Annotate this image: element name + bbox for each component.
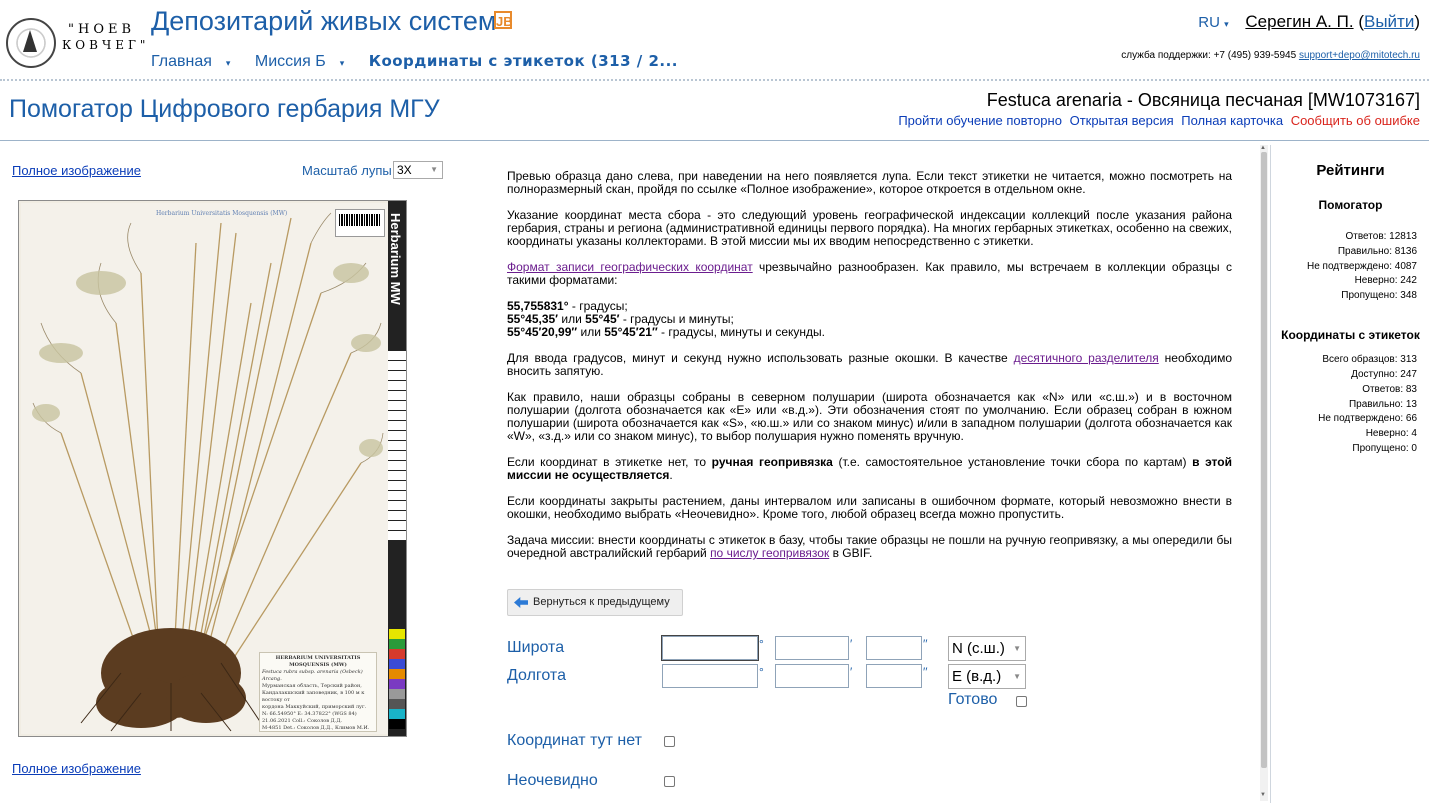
band-label: Herbarium MW <box>388 213 403 305</box>
header-divider <box>0 79 1429 81</box>
report-error-link[interactable]: Сообщить об ошибке <box>1290 113 1420 128</box>
rating-stat: Доступно: 247 <box>1351 369 1417 380</box>
latitude-hemisphere-select[interactable] <box>948 636 1026 661</box>
done-checkbox[interactable] <box>1016 696 1027 707</box>
rating-stat: Неверно: 242 <box>1354 275 1417 286</box>
open-version-link[interactable]: Открытая версия <box>1069 113 1174 128</box>
nav-home[interactable] <box>151 53 240 70</box>
degree-mark: ° <box>759 637 764 651</box>
ratings-section-helper: Помогатор <box>1318 198 1383 212</box>
user-name-link[interactable]: Серегин А. П. <box>1245 12 1354 31</box>
p6-text-b: (т.е. самостоятельное установление точки сбора по картам) <box>832 455 1193 469</box>
rating-stat: Неверно: 4 <box>1365 428 1417 439</box>
longitude-hemisphere-select[interactable] <box>948 664 1026 689</box>
scroll-up-icon[interactable]: ▲ <box>1260 145 1266 151</box>
language-label: RU <box>1198 14 1220 31</box>
format3-example: 55°45′20,99″ <box>507 325 578 339</box>
degree-mark: ° <box>759 665 764 679</box>
full-image-link-bottom[interactable]: Полное изображение <box>12 761 141 776</box>
caret-down-icon: ▾ <box>339 58 345 68</box>
label-line: Мурманская область, Терский район, <box>262 683 362 689</box>
format3-desc: - градусы, минуты и секунды. <box>657 325 825 339</box>
latitude-degrees-input[interactable] <box>662 636 758 660</box>
ratings-title: Рейтинги <box>1316 162 1385 179</box>
rating-stat: Ответов: 83 <box>1362 384 1417 395</box>
format2-desc: - градусы и минуты; <box>619 312 734 326</box>
full-card-link[interactable]: Полная карточка <box>1181 113 1284 128</box>
user-area <box>1198 12 1420 32</box>
done-label: Готово <box>948 691 998 708</box>
support-phone: служба поддержки: +7 (495) 939-5945 <box>1121 50 1297 61</box>
subheader-divider <box>0 140 1429 141</box>
longitude-label: Долгота <box>507 667 566 684</box>
label-line: кордона Маккуйский, приморский луг. <box>262 704 367 710</box>
chevron-down-icon: ▼ <box>1013 644 1021 653</box>
sheet-side-band <box>375 201 406 771</box>
sheet-header-text: Herbarium Universitatis Mosquensis (MW) <box>156 210 288 217</box>
decimal-separator-link[interactable]: десятичного разделителя <box>1013 351 1159 365</box>
breadcrumb-nav <box>151 52 688 71</box>
rating-stat: Ответов: 12813 <box>1345 231 1417 242</box>
color-calibration-chart <box>389 629 405 729</box>
coord-format-link[interactable]: Формат записи географических координат <box>507 260 753 274</box>
instruction-p7: Если координаты закрыты растением, даны интервалом или записаны в ошибочном формате, который невозможно внести в окошки, необходимо выбрать «Неочевидно». Кроме того, любой образец всегда можно пропустить. <box>507 494 1232 521</box>
second-mark: ′′ <box>923 665 928 679</box>
specimen-title: Festuca arenaria - Овсяница песчаная [MW1073167] <box>986 90 1420 110</box>
zoom-select[interactable] <box>393 161 443 179</box>
p3-text: чрезвычайно разнообразен. Как правило, мы встречаем в коллекции образцы с такими форматами: <box>507 260 1232 287</box>
rating-stat: Всего образцов: 313 <box>1322 354 1417 365</box>
instruction-p8 <box>507 534 1232 560</box>
rating-stat: Правильно: 8136 <box>1337 246 1417 257</box>
msu-seal-icon <box>6 18 56 68</box>
ratings-panel <box>1270 145 1430 803</box>
rating-stat: Пропущено: 0 <box>1352 443 1417 454</box>
longitude-degrees-input[interactable] <box>662 664 758 688</box>
paren-open: ( <box>1358 12 1364 31</box>
logo-line2: КОВЧЕГ" <box>62 38 150 52</box>
p4-text-a: Для ввода градусов, минут и секунд нужно использовать разные окошки. В качестве <box>507 351 1014 365</box>
rating-stat: Правильно: 13 <box>1348 399 1417 410</box>
paren-close: ) <box>1414 12 1420 31</box>
label-line: Festuca rubra subsp. arenaria (Osbeck) Arcang. <box>262 669 363 682</box>
language-selector[interactable] <box>1198 14 1228 31</box>
ratings-section-coords: Координаты с этикеток <box>1281 328 1420 342</box>
scroll-down-icon[interactable]: ▼ <box>1260 792 1266 798</box>
format3-or: или <box>577 325 605 339</box>
rating-stat: Не подтверждено: 66 <box>1318 413 1417 424</box>
p4-text-b: необходимо вносить запятую. <box>507 351 1233 378</box>
instruction-p3 <box>507 261 1232 287</box>
label-line: N: 66.54950° E: 34.37822° (WGS 84) <box>262 711 357 717</box>
retrain-link[interactable]: Пройти обучение повторно <box>898 113 1062 128</box>
second-mark: ′′ <box>923 637 928 651</box>
p8-text-b: в GBIF. <box>829 546 873 560</box>
format1-example: 55,755831° <box>507 299 569 313</box>
latitude-hemisphere-value: N (с.ш.) <box>952 640 1005 657</box>
support-email-link[interactable]: support+depo@mitotech.ru <box>1298 50 1420 61</box>
logo-line1: "НОЕВ <box>68 22 136 37</box>
back-button[interactable] <box>507 589 683 616</box>
no-coords-checkbox[interactable] <box>664 736 675 747</box>
latitude-label: Широта <box>507 639 565 656</box>
instruction-p5: Как правило, наши образцы собраны в северном полушарии (широта обозначается как «N» или «с.ш.») и в восточном полушарии (долгота обозначается как «E» или «в.д.»). Эти обозначения стоят по умолчанию. Если образец собран в южном полушарии (широта обозначается как «S», «ю.ш.» или со знаком минус) и/или в западном полушарии (долгота обозначается как «W», «з.д.» или со знаком минус), то выбор полушария нужно поменять вручную. <box>507 390 1232 443</box>
back-button-label: Вернуться к предыдущему <box>533 596 670 608</box>
instruction-p6 <box>507 456 1232 482</box>
logout-link[interactable]: Выйти <box>1363 12 1415 31</box>
app-title: Помогатор Цифрового гербария МГУ <box>9 95 440 123</box>
latitude-minutes-input[interactable] <box>775 636 849 660</box>
jb-icon[interactable]: JB <box>494 11 512 29</box>
caret-down-icon: ▾ <box>225 58 231 68</box>
format2-example2: 55°45′ <box>585 312 620 326</box>
nav-mission-label: Миссия Б <box>254 53 326 70</box>
noah-ark-logo[interactable] <box>6 14 150 68</box>
latitude-seconds-input[interactable] <box>866 636 922 660</box>
longitude-minutes-input[interactable] <box>775 664 849 688</box>
specimen-label-card <box>259 652 377 732</box>
nav-current-mission[interactable]: Координаты с этикеток (313 / 2... <box>368 52 678 70</box>
format2-example: 55°45,35′ <box>507 312 559 326</box>
format3-example2: 55°45′21″ <box>604 325 658 339</box>
nav-mission[interactable] <box>255 53 354 70</box>
format2-or: или <box>558 312 586 326</box>
site-title[interactable]: Депозитарий живых систем <box>151 6 497 36</box>
nav-home-label: Главная <box>151 53 212 70</box>
p6-text-a: Если координат в этикетке нет, то <box>507 455 712 469</box>
minute-mark: ′ <box>850 637 853 651</box>
scale-ruler <box>388 351 406 541</box>
band-mm: 150 mm <box>375 749 403 771</box>
scrollbar-thumb[interactable] <box>1261 152 1267 768</box>
rating-stat: Пропущено: 348 <box>1341 290 1417 301</box>
label-line: HERBARIUM UNIVERSITATIS MOSQUENSIS (MW) <box>275 655 361 668</box>
zoom-label: Масштаб лупы <box>302 163 392 178</box>
unclear-label: Неочевидно <box>507 772 598 789</box>
header <box>0 0 1429 80</box>
mission-instructions <box>507 170 1232 573</box>
p8-text-a: Задача миссии: внести координаты с этикеток в базу, чтобы такие образцы не пошли на ручную геопривязку, а мы опередили бы очередной австралийский гербарий <box>507 533 1232 560</box>
label-line: Кандалакшский заповедник, в 100 м к востоку от <box>262 690 365 703</box>
coord-formats <box>507 300 1232 339</box>
instruction-p2: Указание координат места сбора - это следующий уровень географической индексации коллекций после указания района гербария, страны и региона (административной единицы первого порядка). На многих гербарных этикетках, особенно на свежих, координаты указаны коллекторами. В этой миссии мы их вводим непосредственно с этикетки. <box>507 208 1232 248</box>
geo-count-link[interactable]: по числу геопривязок <box>710 546 830 560</box>
format1-desc: - градусы; <box>568 299 628 313</box>
sheet-paper <box>21 203 389 734</box>
longitude-hemisphere-value: E (в.д.) <box>952 668 1002 685</box>
p6-bold2: в этой миссии не осуществляется <box>507 455 1232 482</box>
minute-mark: ′ <box>850 665 853 679</box>
caret-down-icon: ▾ <box>1224 19 1229 29</box>
label-line: 21.06.2021 Coll.: Соколов Д.Д. <box>262 718 342 724</box>
unclear-checkbox[interactable] <box>664 776 675 787</box>
specimen-links <box>894 113 1420 128</box>
p6-text-c: . <box>669 468 673 482</box>
instruction-p4 <box>507 352 1232 378</box>
arrow-left-icon <box>514 597 528 608</box>
chevron-down-icon: ▼ <box>1013 672 1021 681</box>
longitude-seconds-input[interactable] <box>866 664 922 688</box>
no-coords-label: Координат тут нет <box>507 732 642 749</box>
support-info <box>1121 50 1420 61</box>
full-image-link-top[interactable]: Полное изображение <box>12 163 141 178</box>
p6-bold: ручная геопривязка <box>711 455 833 469</box>
chevron-down-icon: ▼ <box>430 165 438 174</box>
zoom-value: 3X <box>397 163 412 177</box>
label-line: M-4851 Det.: Соколов Д.Д., Климов М.И. <box>262 725 370 731</box>
instruction-p1: Превью образца дано слева, при наведении на него появляется лупа. Если текст этикетки не читается, можно посмотреть на полноразмерный скан, пройдя по ссылке «Полное изображение», которое откроется в отдельном окне. <box>507 169 1232 196</box>
rating-stat: Не подтверждено: 4087 <box>1306 261 1417 272</box>
